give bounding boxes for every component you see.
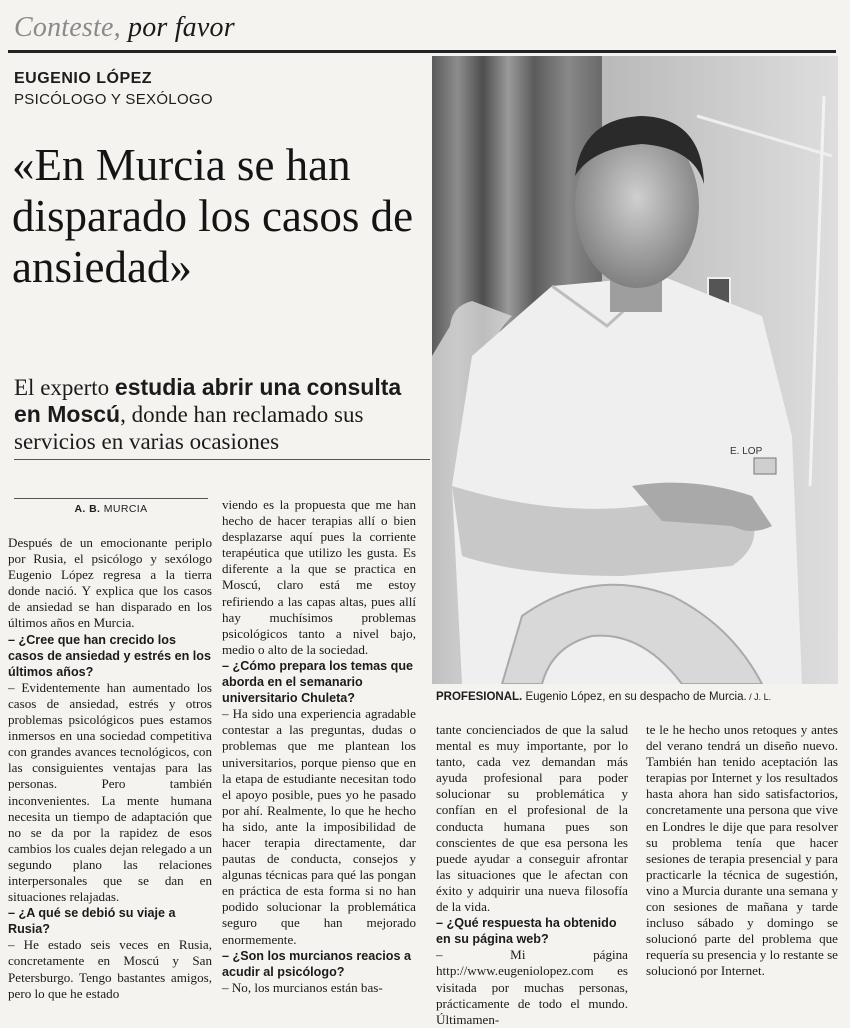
article-column-4 (646, 722, 838, 980)
answer-paragraph: viendo es la propuesta que me han hecho de hacer terapias allí o bien desplazarse aquí pues la corriente terapéutica que utilizo les gusta. Es diferente a la que se practica en Moscú, claro está me estoy refiriendo a las capas altas, pues allí hay muchísimos problemas psicológicos tanto a nivel bajo, medio o alto de la sociedad. (222, 497, 416, 657)
article-column-2 (222, 497, 416, 996)
portrait-illustration (432, 56, 838, 684)
question: – ¿Qué respuesta ha obtenido en su página web? (436, 916, 617, 947)
answer-paragraph: – Evidentemente han aumentado los casos de ansiedad, estrés y otros problemas psicológicos pues estamos inmersos en una sociedad competitiva con grandes avances tecnológicos, con las consiguientes ventajas para las personas. Pero también inconvenientes. La mente humana necesita un tiempo de adaptación que no se da por la rapidez de esos cambios los cuales dejan relegado a un segundo plano las relaciones interpersonales que se dan en situaciones relajadas. (8, 679, 212, 905)
photo-caption (436, 691, 838, 703)
top-rule (8, 50, 836, 53)
section-title (14, 12, 235, 44)
byline-initials: A. B. (74, 503, 101, 515)
deck-rule (14, 459, 430, 460)
answer-paragraph: – No, los murcianos están bas- (222, 979, 383, 995)
deck (14, 374, 434, 455)
section-title-light: Conteste, (14, 12, 121, 43)
article-column-1 (8, 535, 212, 1002)
answer-paragraph: – He estado seis veces en Rusia, concretamente en Moscú y San Petersburgo. Tengo bastantes amigos, pero lo que he estado (8, 937, 212, 1001)
deck-part-1: El experto (14, 375, 115, 400)
caption-credit: / J. L. (746, 692, 772, 702)
answer-paragraph: – Ha sido una experiencia agradable contestar a las preguntas, dudas o problemas que me plantean los universitarios, porque pienso que en la etapa de estudiante necesitan todo el apoyo posible, pues yo he pasado por ahí. Realmente, lo que he hecho ha sido, ante la imposibilidad de hacer terapia directamente, dar pautas de conducta, consejos y algunas técnicas para qué las pongan en práctica de esta forma si no han podido solucionar la problemática seguro que han mejorado enormemente. (222, 706, 416, 947)
author-name: EUGENIO LÓPEZ (14, 70, 153, 87)
question: – ¿Cómo prepara los temas que aborda en el semanario universitario Chuleta? (222, 658, 414, 706)
deck-bold: estudia abrir una consulta en Moscú (14, 374, 402, 427)
author-role: PSICÓLOGO Y SEXÓLOGO (14, 91, 213, 108)
headline: «En Murcia se han disparado los casos de ansiedad» (12, 140, 414, 292)
question: – ¿A qué se debió su viaje a Rusia? (8, 906, 176, 937)
caption-lead: PROFESIONAL. (436, 691, 523, 703)
answer-paragraph: te le he hecho unos retoques y antes del verano tendrá un diseño nuevo. También han tenido aceptación las terapias por Internet y los resultados hasta ahora han sido satisfactorios, concretamente una persona que vive en Londres le dije que para resolver su problema tenía que hacer sesiones de terapia presencial y para practicarle la técnica de sugestión, vino a Murcia durante una semana y con sesiones de mañana y tarde incluso sábado y domingo se solucionó parte del problema que requería su presencia y lo restante se solucionó por Internet. (646, 722, 838, 979)
answer-paragraph: – Mi página http://www.eugeniolopez.com es visitada por muchas personas, prácticamente de todo el mundo. Últimamen- (436, 947, 628, 1027)
byline-place: MURCIA (103, 503, 148, 515)
coat-label: E. LOP (730, 446, 763, 457)
question: – ¿Cree que han crecido los casos de ansiedad y estrés en los últimos años? (8, 632, 212, 679)
answer-paragraph: tante concienciados de que la salud mental es muy importante, por lo tanto, cada vez demandan más ayuda profesional para poder solucionar su problemática y confían en el profesional de la conducta humana pues son conscientes de que esa persona les puede ayudar a conseguir afrontar las situaciones que le afectan con éxito y adquirir una nueva filosofía de la vida. (436, 722, 628, 915)
section-title-dark: por favor (128, 12, 235, 43)
question: – ¿Son los murcianos reacios a acudir al psicólogo? (222, 948, 411, 979)
answer-paragraph: Después de un emocionante periplo por Rusia, el psicólogo y sexólogo Eugenio López regresa a la tierra donde nació. Y explica que los casos de ansiedad se han disparado en los últimos años en Murcia. (8, 535, 212, 631)
caption-text: Eugenio López, en su despacho de Murcia. (522, 691, 747, 703)
portrait-photo (432, 56, 838, 684)
deck-part-2: , donde han reclamado sus servicios en varias ocasiones (14, 402, 364, 454)
byline (14, 503, 208, 515)
article-column-3 (436, 722, 628, 1028)
byline-rule (14, 498, 208, 499)
